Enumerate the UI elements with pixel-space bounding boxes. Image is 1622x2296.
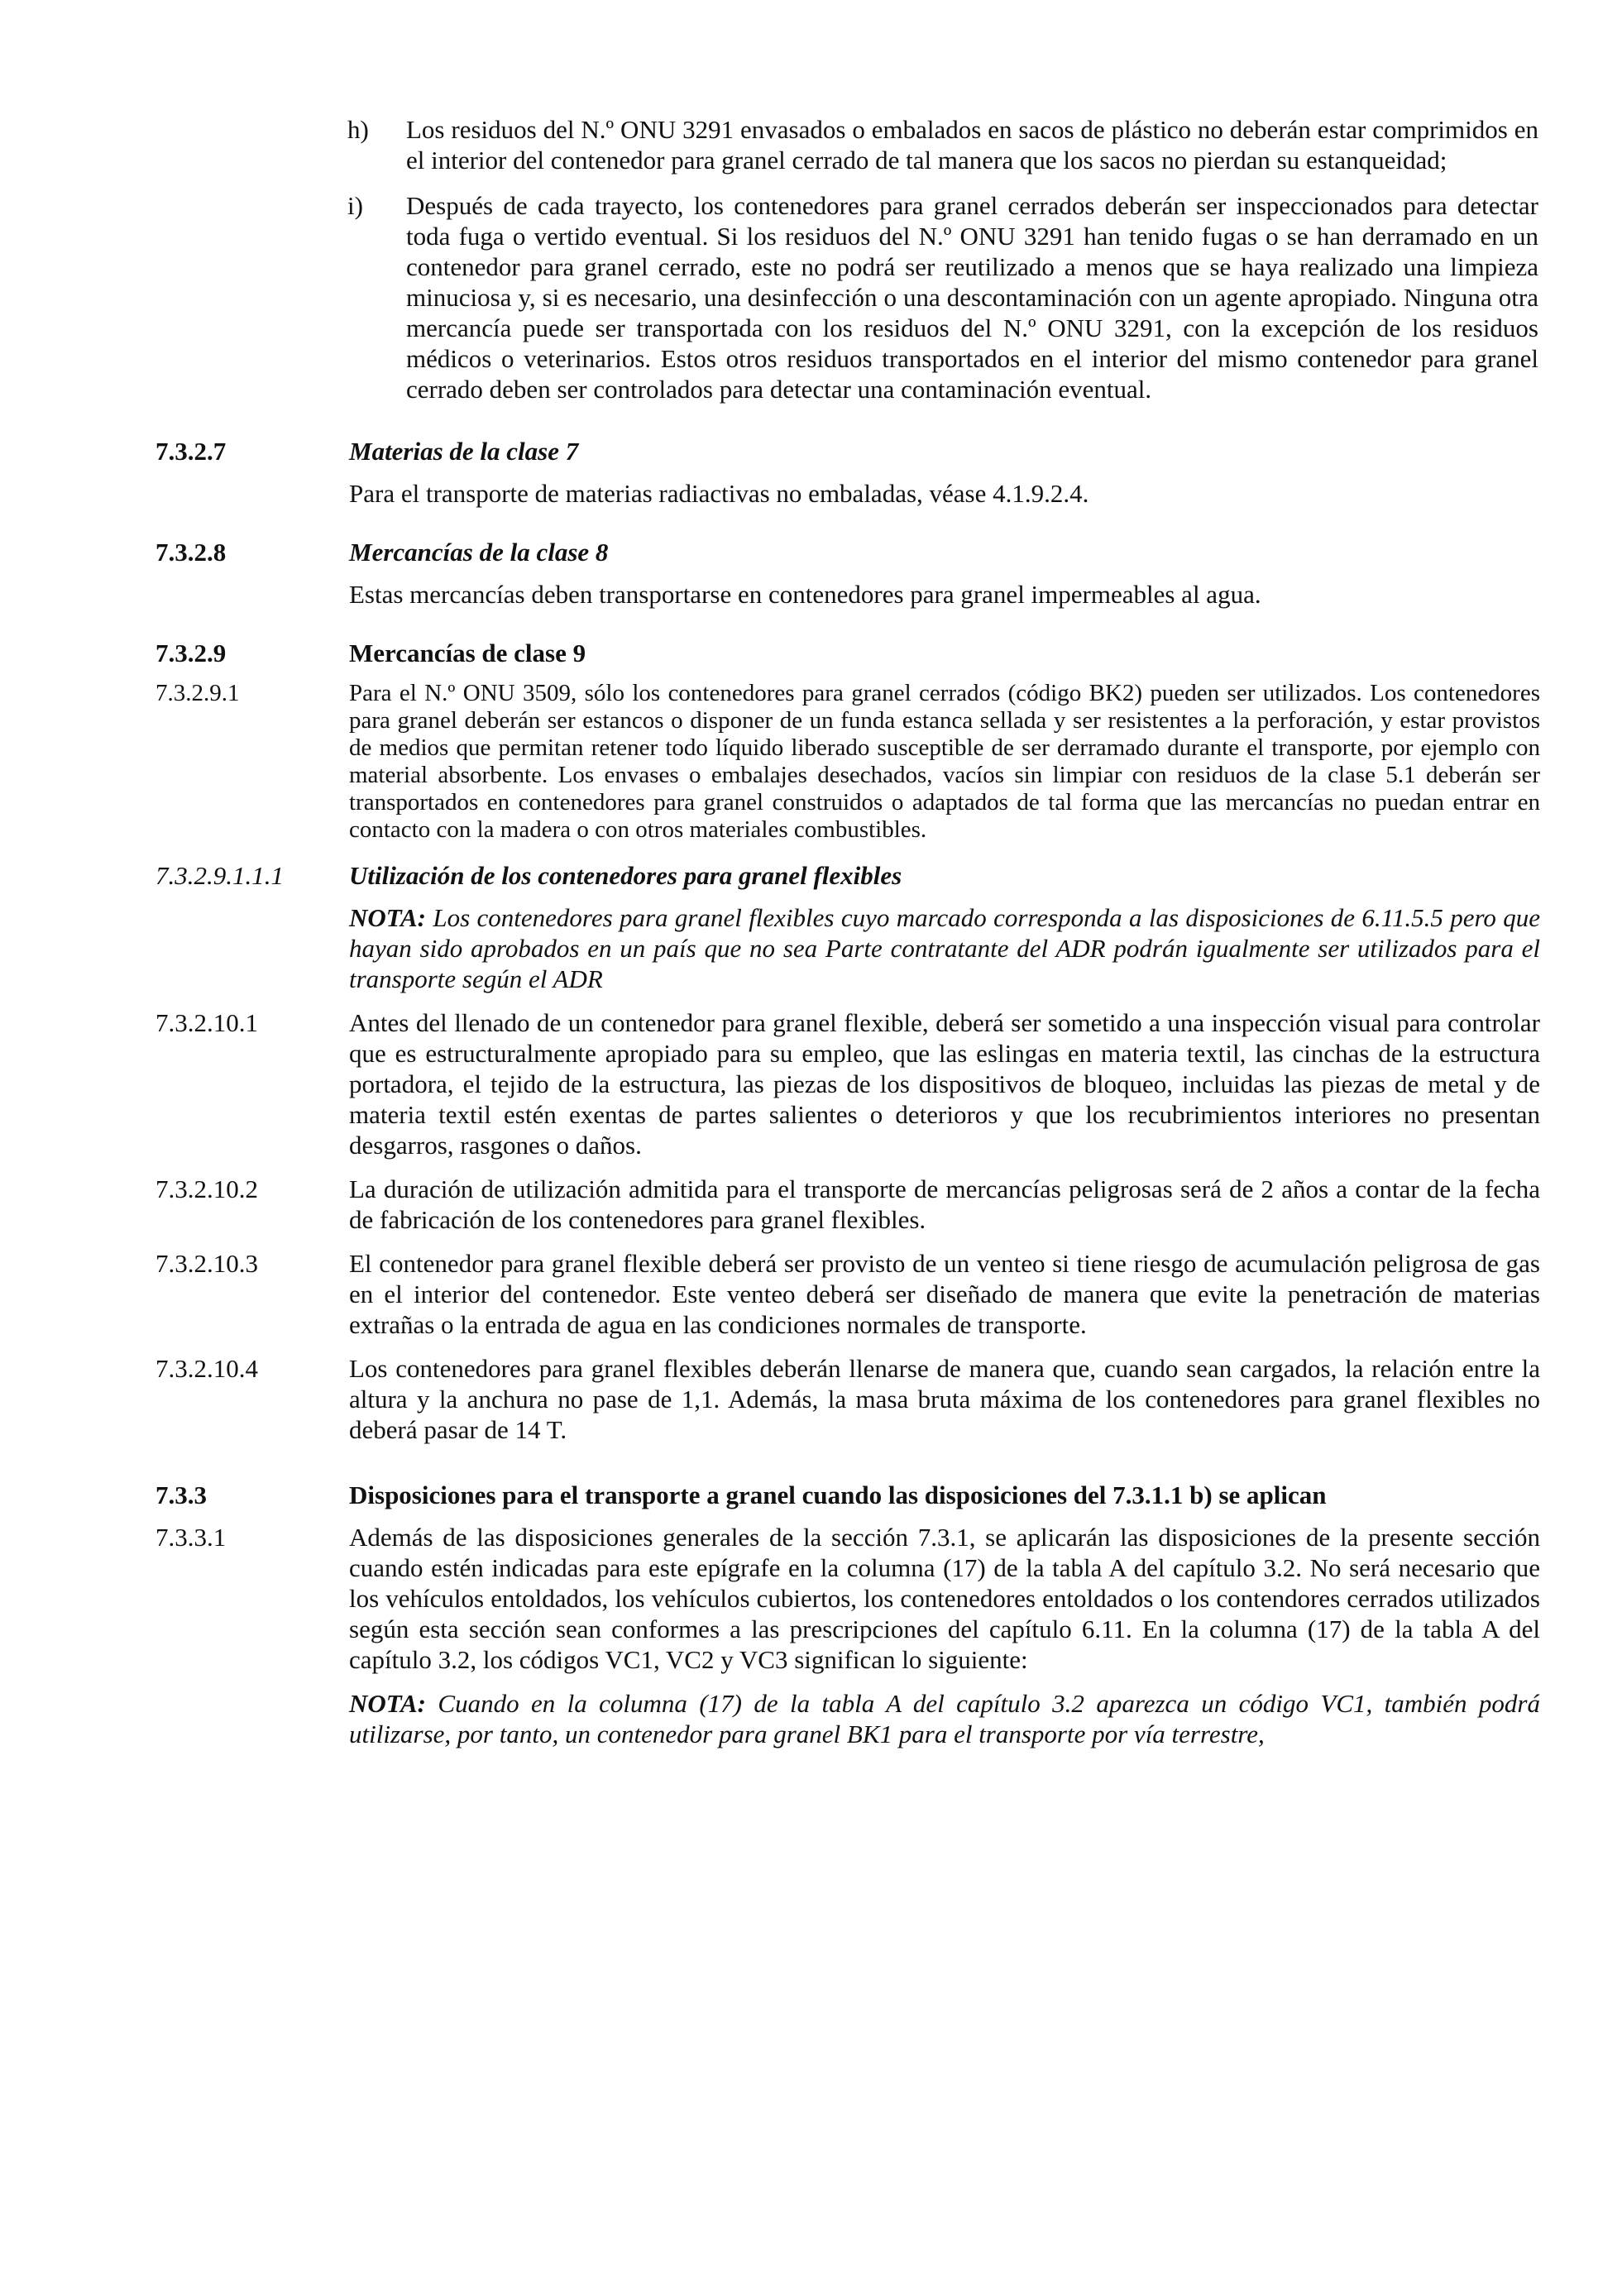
note-label: NOTA: xyxy=(349,903,426,932)
paragraph: Para el transporte de materias radiactivas no embaladas, véase 4.1.9.2.4. xyxy=(349,479,1089,508)
section-number: 7.3.2.8 xyxy=(156,538,227,567)
section-number: 7.3.2.10.2 xyxy=(156,1174,258,1203)
section-7-3-2-8-heading xyxy=(0,537,1622,567)
paragraph: La duración de utilización admitida para el transporte de mercancías peligrosas será de 2 años a contar de la fecha de fabricación de los contenedores para granel flexibles. xyxy=(349,1174,1540,1234)
section-7-3-2-7-body xyxy=(0,478,1622,509)
list-item-text: Los residuos del N.º ONU 3291 envasados o embalados en sacos de plástico no deberán estar comprimidos en el interior del contenedor para granel cerrado de tal manera que los sacos no pierdan su estanqueidad; xyxy=(406,115,1538,175)
section-title: Mercancías de la clase 8 xyxy=(349,538,609,567)
paragraph: Estas mercancías deben transportarse en contenedores para granel impermeables al agua. xyxy=(349,580,1261,609)
paragraph: Antes del llenado de un contenedor para granel flexible, deberá ser sometido a una inspección visual para controlar que es estructuralmente apropiado para su empleo, que las eslingas en materia textil, las cinchas de la estructura portadora, el tejido de la estructura, las piezas de los dispositivos de bloqueo, incluidas las piezas de metal y de materia textil estén exentas de partes salientes o deterioros y que los recubrimientos interiores no presentan desgarros, rasgones o daños. xyxy=(349,1008,1540,1160)
note xyxy=(349,902,1540,994)
note-text: Cuando en la columna (17) de la tabla A del capítulo 3.2 aparezca un código VC1, también podrá utilizarse, por tanto, un contenedor para granel BK1 para el transporte por vía terrestre, xyxy=(349,1689,1540,1748)
paragraph: Los contenedores para granel flexibles deberán llenarse de manera que, cuando sean cargados, la relación entre la altura y la anchura no pase de 1,1. Además, la masa bruta máxima de los contenedores para granel flexibles no deberá pasar de 14 T. xyxy=(349,1354,1540,1444)
section-number: 7.3.2.10.1 xyxy=(156,1008,258,1037)
paragraph: Para el N.º ONU 3509, sólo los contenedores para granel cerrados (código BK2) pueden ser utilizados. Los contenedores para granel deberán ser estancos o disponer de un funda estanca sellada y ser resistentes a la perforación, y estar provistos de medios que permitan retener todo líquido liberado susceptible de ser derramado durante el transporte, por ejemplo con material absorbente. Los envases o embalajes desechados, vacíos sin limpiar con residuos de la clase 5.1 deberán ser transportados en contenedores para granel construidos o adaptados de tal forma que las mercancías no puedan entrar en contacto con la madera o con otros materiales combustibles. xyxy=(349,680,1540,843)
paragraph: El contenedor para granel flexible deberá ser provisto de un venteo si tiene riesgo de acumulación peligrosa de gas en el interior del contenedor. Este venteo deberá ser diseñado de manera que evite la penetración de materias extrañas o la entrada de agua en las condiciones normales de transporte. xyxy=(349,1249,1540,1339)
section-title: Materias de la clase 7 xyxy=(349,437,579,466)
section-number: 7.3.3 xyxy=(156,1480,207,1509)
section-7-3-2-9-1-1-1-heading xyxy=(0,860,1622,891)
section-number: 7.3.2.9.1 xyxy=(156,680,240,706)
section-number: 7.3.3.1 xyxy=(156,1523,227,1552)
section-title: Mercancías de clase 9 xyxy=(349,639,586,667)
section-7-3-2-10-2 xyxy=(0,1174,1622,1235)
section-title: Utilización de los contenedores para granel flexibles xyxy=(349,861,902,890)
paragraph: Además de las disposiciones generales de la sección 7.3.1, se aplicarán las disposiciones de la presente sección cuando estén indicadas para este epígrafe en la columna (17) de la tabla A del capítulo 3.2. No será necesario que los vehículos entoldados, los vehículos cubiertos, los contenedores entoldados o los contendores cerrados utilizados según esta sección sean conformes a las prescripciones del capítulo 6.11. En la columna (17) de la tabla A del capítulo 3.2, los códigos VC1, VC2 y VC3 significan lo siguiente: xyxy=(349,1523,1540,1674)
list-marker: i) xyxy=(347,191,363,220)
section-7-3-2-9-heading xyxy=(0,638,1622,668)
section-7-3-2-10-4 xyxy=(0,1353,1622,1445)
section-7-3-3-heading xyxy=(0,1480,1622,1510)
section-title: Disposiciones para el transporte a granel cuando las disposiciones del 7.3.1.1 b) se aplican xyxy=(349,1480,1327,1509)
section-7-3-2-10-1 xyxy=(0,1007,1622,1160)
note-text: Los contenedores para granel flexibles cuyo marcado corresponda a las disposiciones de 6.11.5.5 pero que hayan sido aprobados en un país que no sea Parte contratante del ADR podrán igualmente ser utilizados para el transporte según el ADR xyxy=(349,903,1541,993)
note-label: NOTA: xyxy=(349,1689,426,1718)
section-number: 7.3.2.7 xyxy=(156,437,227,466)
note xyxy=(349,1688,1540,1749)
section-7-3-2-8-body xyxy=(0,579,1622,610)
section-7-3-2-10-3 xyxy=(0,1248,1622,1340)
section-7-3-2-7-heading xyxy=(0,436,1622,466)
section-number: 7.3.2.10.4 xyxy=(156,1354,258,1383)
section-number: 7.3.2.9 xyxy=(156,639,227,667)
section-number: 7.3.2.9.1.1.1 xyxy=(156,861,284,890)
list-item-h xyxy=(347,114,1538,175)
section-number: 7.3.2.10.3 xyxy=(156,1249,258,1278)
list-marker: h) xyxy=(347,115,369,144)
list-item-i xyxy=(347,190,1538,404)
list-item-text: Después de cada trayecto, los contenedores para granel cerrados deberán ser inspeccionados para detectar toda fuga o vertido eventual. Si los residuos del N.º ONU 3291 han tenido fugas o se han derramado en un contenedor para granel cerrado, este no podrá ser reutilizado a menos que se haya realizado una limpieza minuciosa y, si es necesario, una desinfección o una descontaminación con un agente apropiado. Ninguna otra mercancía puede ser transportada con los residuos del N.º ONU 3291, con la excepción de los residuos médicos o veterinarios. Estos otros residuos transportados en el interior del mismo contenedor para granel cerrado deben ser controlados para detectar una contaminación eventual. xyxy=(406,191,1538,404)
section-7-3-3-1 xyxy=(0,1522,1622,1675)
section-7-3-2-9-1 xyxy=(0,680,1622,844)
